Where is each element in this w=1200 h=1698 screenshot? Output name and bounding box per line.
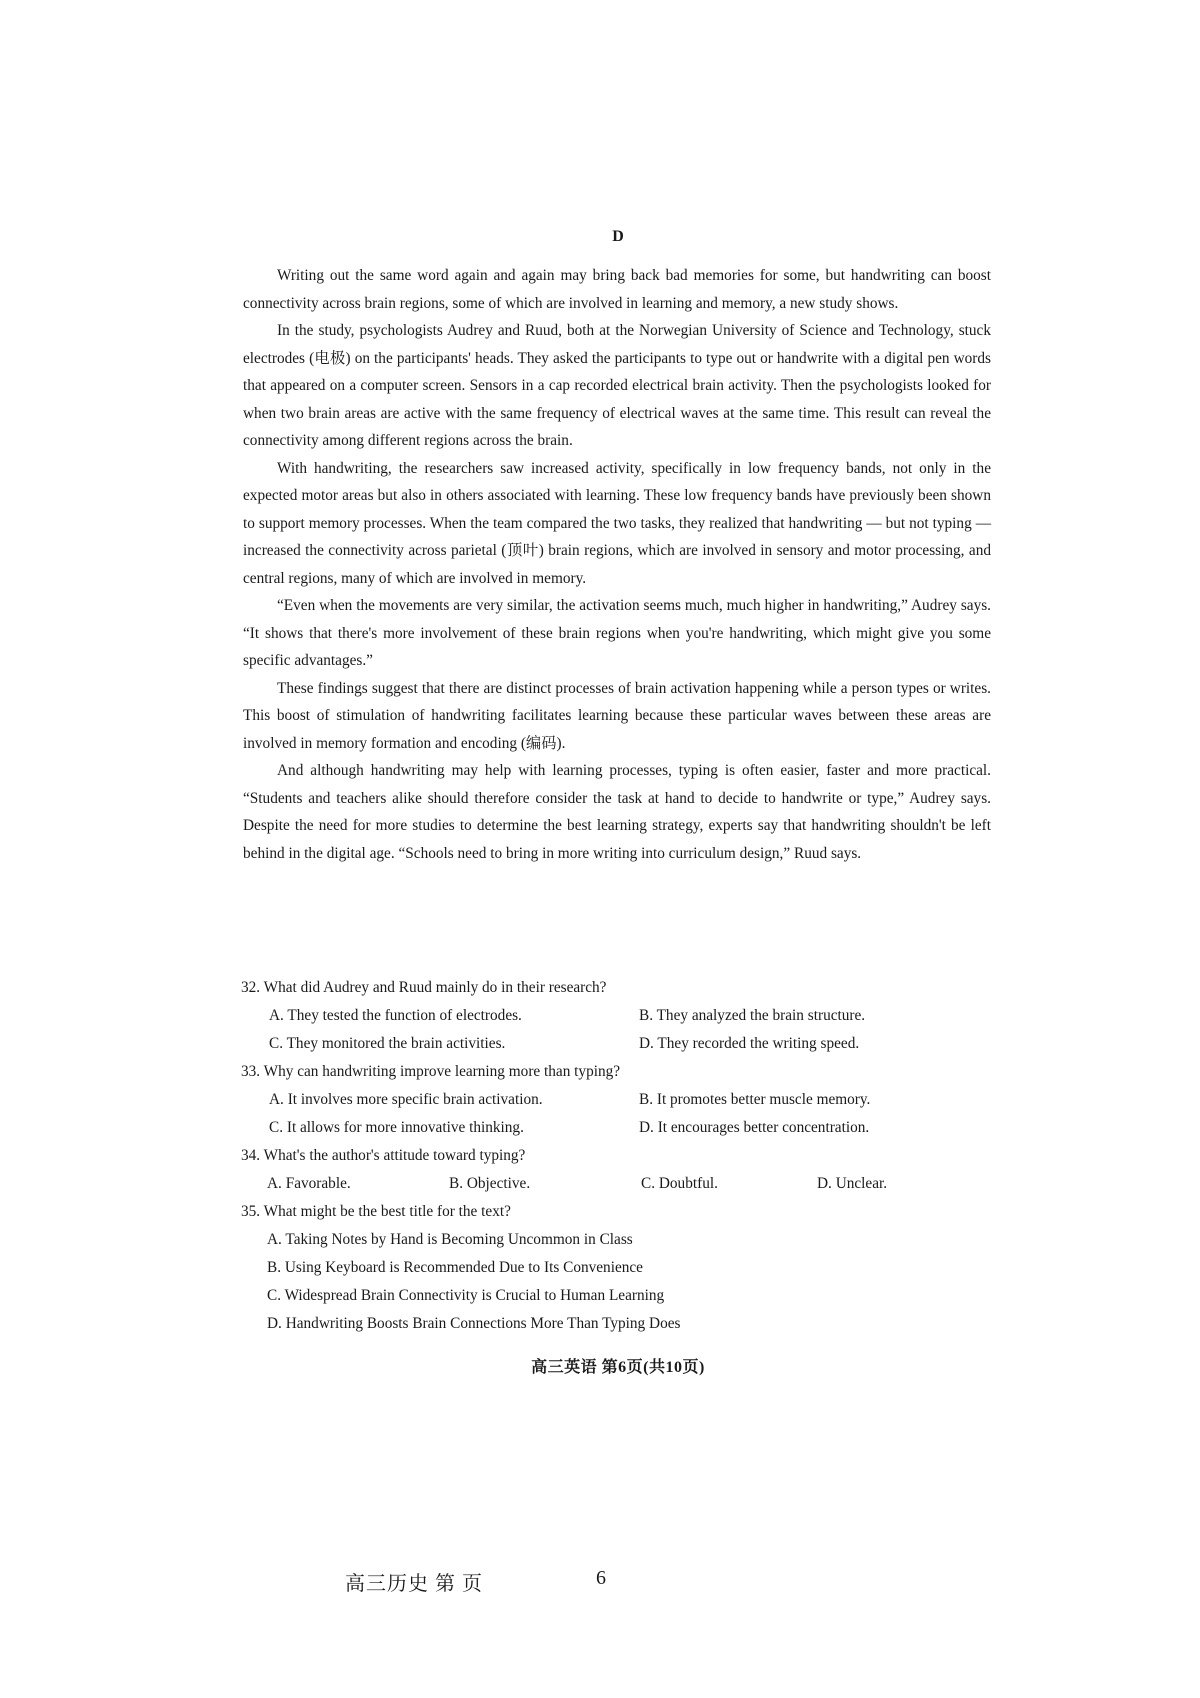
option-a: A. They tested the function of electrodes. (269, 1007, 522, 1024)
question-33 (243, 1058, 1003, 1142)
option-b: B. Objective. (449, 1175, 531, 1192)
option-d: D. Handwriting Boosts Brain Connections More Than Typing Does (267, 1315, 681, 1332)
question-stem: 35. What might be the best title for the text? (241, 1203, 511, 1220)
paragraph: These findings suggest that there are distinct processes of brain activation happening while a person types or writes. This boost of stimulation of handwriting facilitates learning because these particular waves between these areas are involved in memory formation and encoding (编码). (243, 679, 991, 752)
question-stem: 33. Why can handwriting improve learning more than typing? (241, 1063, 621, 1080)
option-c: C. Widespread Brain Connectivity is Crucial to Human Learning (267, 1287, 665, 1304)
option-list (243, 1226, 1003, 1338)
option-c: C. It allows for more innovative thinking. (269, 1119, 524, 1136)
paragraph: And although handwriting may help with learning processes, typing is often easier, faster and more practical. “Students and teachers alike should therefore consider the task at hand to decide to handwrite or type,” Audrey says. Despite the need for more studies to determine the best learning strategy, experts say that handwriting shouldn't be left behind in the digital age. “Schools need to bring in more writing into curriculum design,” Ruud says. (243, 762, 991, 862)
question-35 (243, 1198, 1003, 1338)
section-letter: D (612, 228, 624, 245)
paragraph: Writing out the same word again and again may bring back bad memories for some, but handwriting can boost connectivity across brain regions, some of which are involved in learning and memory, a new study shows. (243, 267, 991, 312)
page-number: 6 (596, 1567, 606, 1589)
option-b: B. It promotes better muscle memory. (639, 1091, 871, 1108)
question-34 (243, 1142, 1003, 1198)
option-a: A. It involves more specific brain activation. (269, 1091, 543, 1108)
option-a: A. Favorable. (267, 1175, 351, 1192)
option-a: A. Taking Notes by Hand is Becoming Uncommon in Class (267, 1231, 633, 1248)
option-b: B. Using Keyboard is Recommended Due to Its Convenience (267, 1259, 643, 1276)
question-stem: 34. What's the author's attitude toward typing? (241, 1147, 526, 1164)
paragraph: “Even when the movements are very similar, the activation seems much, much higher in handwriting,” Audrey says. “It shows that there's more involvement of these brain regions when you're handwriting, which might give you some specific advantages.” (243, 597, 991, 669)
option-d: D. It encourages better concentration. (639, 1119, 870, 1136)
option-list (243, 1086, 1003, 1142)
option-list (243, 1170, 1003, 1198)
option-d: D. Unclear. (817, 1175, 888, 1192)
question-list (243, 974, 1003, 1338)
paragraph: With handwriting, the researchers saw increased activity, specifically in low frequency bands, not only in the expected motor areas but also in others associated with learning. These low frequency bands have previously been shown to support memory processes. When the team compared the two tasks, they realized that handwriting — but not typing — increased the connectivity across parietal (顶叶) brain regions, which are involved in sensory and motor processing, and central regions, many of which are involved in memory. (243, 459, 991, 587)
history-page-label: 高三历史 第 页 (345, 1573, 483, 1595)
option-c: C. They monitored the brain activities. (269, 1035, 506, 1052)
paragraph: In the study, psychologists Audrey and Ruud, both at the Norwegian University of Science and Technology, stuck electrodes (电极) on the participants' heads. They asked the participants to type out or handwrite with a digital pen words that appeared on a computer screen. Sensors in a cap recorded electrical brain activity. Then the psychologists looked for when two brain areas are active with the same frequency of electrical waves at the same time. This result can reveal the connectivity among different regions across the brain. (243, 322, 991, 449)
option-c: C. Doubtful. (641, 1175, 718, 1192)
option-b: B. They analyzed the brain structure. (639, 1007, 866, 1024)
option-d: D. They recorded the writing speed. (639, 1035, 860, 1052)
question-32 (243, 974, 1003, 1058)
exam-page-footer: 高三英语 第6页(共10页) (531, 1359, 705, 1376)
option-list (243, 1002, 1003, 1058)
reading-passage (243, 262, 991, 867)
question-stem: 32. What did Audrey and Ruud mainly do in their research? (241, 979, 607, 996)
